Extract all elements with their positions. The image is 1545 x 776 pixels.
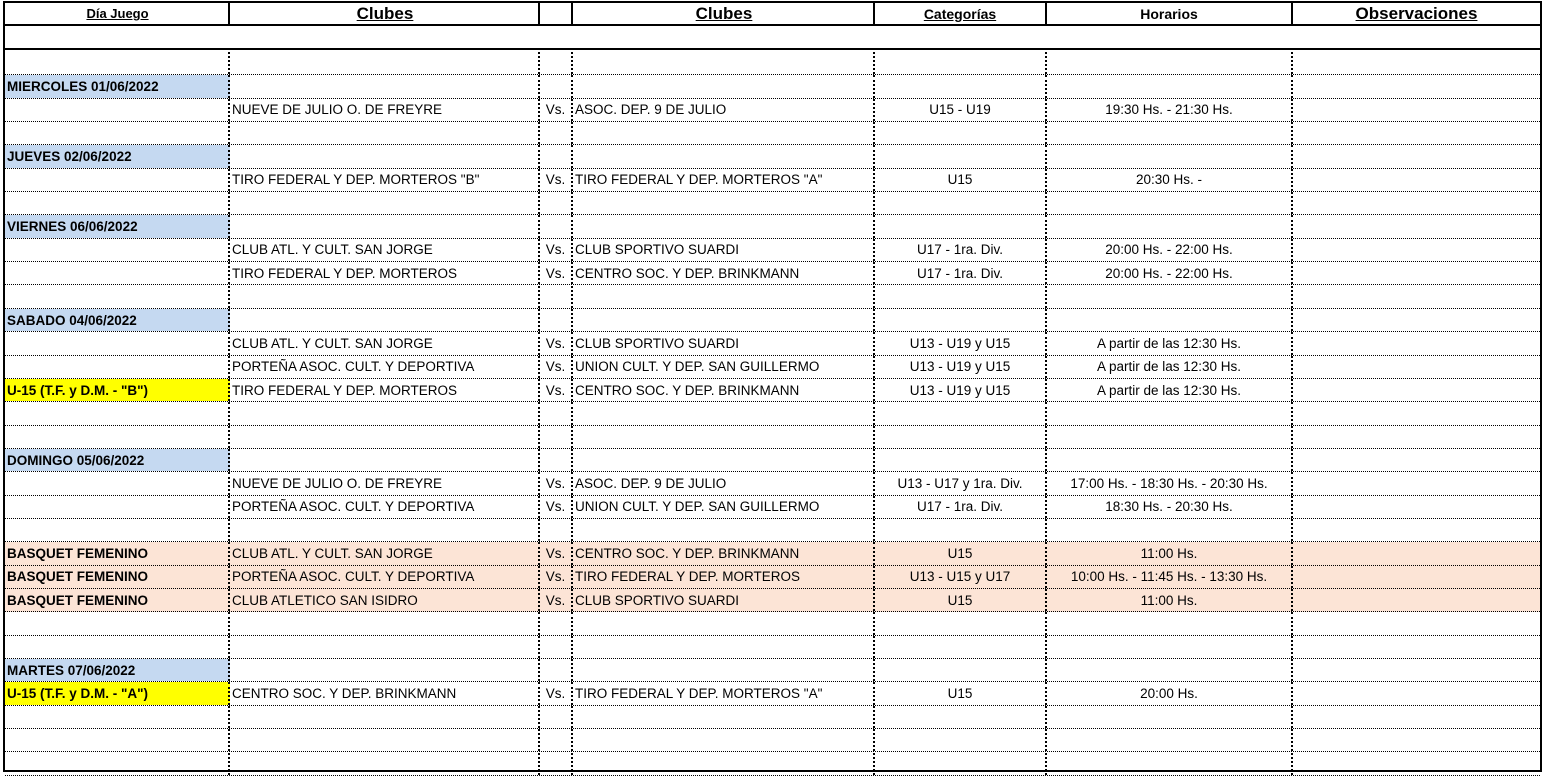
cell-vs[interactable]: Vs.: [540, 542, 573, 564]
cell-club-local[interactable]: [230, 75, 540, 97]
cell-dia-juego[interactable]: BASQUET FEMENINO: [5, 566, 230, 588]
cell-club-visitante[interactable]: [573, 449, 875, 471]
cell-categoria[interactable]: U13 - U19 y U15: [875, 379, 1047, 401]
table-row: [5, 636, 1540, 659]
cell-club-visitante[interactable]: [573, 612, 875, 634]
header-clubes-visitante[interactable]: Clubes: [573, 3, 875, 24]
cell-vs[interactable]: Vs.: [540, 356, 573, 378]
table-row: [5, 379, 1540, 402]
cell-categoria[interactable]: U15: [875, 542, 1047, 564]
cell-horario[interactable]: [1047, 286, 1293, 308]
cell-club-visitante[interactable]: ASOC. DEP. 9 DE JULIO: [573, 99, 875, 121]
table-row: [5, 286, 1540, 309]
cell-observaciones[interactable]: [1293, 239, 1540, 261]
cell-vs[interactable]: [540, 426, 573, 448]
cell-dia-juego[interactable]: U-15 (T.F. y D.M. - "A"): [5, 682, 230, 704]
cell-vs[interactable]: Vs.: [540, 332, 573, 354]
cell-horario[interactable]: 19:30 Hs. - 21:30 Hs.: [1047, 99, 1293, 121]
cell-dia-juego[interactable]: VIERNES 06/06/2022: [5, 215, 230, 237]
cell-vs[interactable]: Vs.: [540, 239, 573, 261]
table-row: [5, 356, 1540, 379]
cell-horario[interactable]: [1047, 145, 1293, 167]
cell-dia-juego[interactable]: [5, 496, 230, 518]
cell-club-local[interactable]: TIRO FEDERAL Y DEP. MORTEROS: [230, 379, 540, 401]
cell-categoria[interactable]: [875, 402, 1047, 424]
cell-categoria[interactable]: [875, 659, 1047, 681]
cell-vs[interactable]: [540, 729, 573, 751]
header-observaciones[interactable]: Observaciones: [1355, 3, 1478, 23]
cell-dia-juego[interactable]: SABADO 04/06/2022: [5, 309, 230, 331]
cell-club-visitante[interactable]: [573, 659, 875, 681]
cell-club-local[interactable]: [230, 612, 540, 634]
cell-dia-juego[interactable]: [5, 426, 230, 448]
cell-categoria[interactable]: [875, 192, 1047, 214]
cell-observaciones[interactable]: [1293, 145, 1540, 167]
cell-club-visitante[interactable]: UNION CULT. Y DEP. SAN GUILLERMO: [573, 356, 875, 378]
cell-horario[interactable]: 20:00 Hs.: [1047, 682, 1293, 704]
table-row: [5, 75, 1540, 98]
cell-vs[interactable]: [540, 52, 573, 74]
cell-categoria[interactable]: [875, 426, 1047, 448]
cell-categoria[interactable]: [875, 753, 1047, 775]
cell-horario[interactable]: [1047, 52, 1293, 74]
cell-club-visitante[interactable]: CLUB SPORTIVO SUARDI: [573, 239, 875, 261]
table-row: [5, 496, 1540, 519]
cell-dia-juego[interactable]: [5, 706, 230, 728]
cell-club-visitante[interactable]: [573, 122, 875, 144]
cell-vs[interactable]: Vs.: [540, 496, 573, 518]
cell-categoria[interactable]: [875, 636, 1047, 658]
cell-vs[interactable]: [540, 659, 573, 681]
cell-categoria[interactable]: U15: [875, 682, 1047, 704]
cell-horario[interactable]: 11:00 Hs.: [1047, 589, 1293, 611]
cell-dia-juego[interactable]: MIERCOLES 01/06/2022: [5, 75, 230, 97]
cell-vs[interactable]: Vs.: [540, 682, 573, 704]
cell-club-local[interactable]: [230, 192, 540, 214]
table-row: [5, 472, 1540, 495]
cell-club-visitante[interactable]: [573, 729, 875, 751]
cell-club-local[interactable]: NUEVE DE JULIO O. DE FREYRE: [230, 99, 540, 121]
cell-observaciones[interactable]: [1293, 52, 1540, 74]
cell-club-local[interactable]: [230, 729, 540, 751]
cell-club-local[interactable]: [230, 426, 540, 448]
table-row: [5, 215, 1540, 238]
cell-vs[interactable]: Vs.: [540, 99, 573, 121]
cell-club-local[interactable]: [230, 52, 540, 74]
cell-dia-juego[interactable]: [5, 192, 230, 214]
table-row: [5, 239, 1540, 262]
cell-club-local[interactable]: PORTEÑA ASOC. CULT. Y DEPORTIVA: [230, 356, 540, 378]
cell-categoria[interactable]: U15: [875, 589, 1047, 611]
cell-horario[interactable]: 20:00 Hs. - 22:00 Hs.: [1047, 239, 1293, 261]
cell-vs[interactable]: [540, 192, 573, 214]
cell-club-visitante[interactable]: [573, 519, 875, 541]
cell-club-visitante[interactable]: UNION CULT. Y DEP. SAN GUILLERMO: [573, 496, 875, 518]
cell-dia-juego[interactable]: [5, 612, 230, 634]
cell-club-local[interactable]: [230, 706, 540, 728]
cell-club-local[interactable]: [230, 449, 540, 471]
cell-categoria[interactable]: [875, 612, 1047, 634]
cell-horario[interactable]: [1047, 612, 1293, 634]
cell-club-local[interactable]: [230, 402, 540, 424]
cell-categoria[interactable]: U17 - 1ra. Div.: [875, 262, 1047, 284]
cell-dia-juego[interactable]: U-15 (T.F. y D.M. - "B"): [5, 379, 230, 401]
cell-horario[interactable]: 20:00 Hs. - 22:00 Hs.: [1047, 262, 1293, 284]
spacer-cell[interactable]: [5, 26, 1540, 48]
cell-observaciones[interactable]: [1293, 519, 1540, 541]
cell-club-local[interactable]: PORTEÑA ASOC. CULT. Y DEPORTIVA: [230, 496, 540, 518]
header-categorias[interactable]: Categorías: [875, 3, 1047, 24]
cell-horario[interactable]: [1047, 659, 1293, 681]
cell-dia-juego[interactable]: DOMINGO 05/06/2022: [5, 449, 230, 471]
cell-club-local[interactable]: CENTRO SOC. Y DEP. BRINKMANN: [230, 682, 540, 704]
cell-horario[interactable]: [1047, 192, 1293, 214]
cell-vs[interactable]: [540, 402, 573, 424]
cell-vs[interactable]: [540, 75, 573, 97]
cell-dia-juego[interactable]: JUEVES 02/06/2022: [5, 145, 230, 167]
cell-observaciones[interactable]: [1293, 169, 1540, 191]
table-row: [5, 682, 1540, 705]
cell-observaciones[interactable]: [1293, 589, 1540, 611]
cell-horario[interactable]: 18:30 Hs. - 20:30 Hs.: [1047, 496, 1293, 518]
cell-categoria[interactable]: [875, 145, 1047, 167]
cell-observaciones[interactable]: [1293, 542, 1540, 564]
cell-club-local[interactable]: [230, 659, 540, 681]
cell-categoria[interactable]: [875, 75, 1047, 97]
cell-horario[interactable]: [1047, 426, 1293, 448]
header-dia-juego[interactable]: Día Juego: [5, 3, 230, 24]
cell-observaciones[interactable]: [1293, 379, 1540, 401]
cell-observaciones[interactable]: [1293, 682, 1540, 704]
cell-dia-juego[interactable]: [5, 239, 230, 261]
cell-vs[interactable]: [540, 145, 573, 167]
cell-club-local[interactable]: CLUB ATL. Y CULT. SAN JORGE: [230, 542, 540, 564]
cell-vs[interactable]: Vs.: [540, 589, 573, 611]
cell-club-local[interactable]: [230, 753, 540, 775]
table-row: [5, 309, 1540, 332]
cell-categoria[interactable]: U17 - 1ra. Div.: [875, 239, 1047, 261]
cell-dia-juego[interactable]: [5, 52, 230, 74]
cell-horario[interactable]: [1047, 753, 1293, 775]
cell-club-visitante[interactable]: [573, 215, 875, 237]
cell-categoria[interactable]: [875, 215, 1047, 237]
cell-categoria[interactable]: [875, 519, 1047, 541]
cell-dia-juego[interactable]: [5, 729, 230, 751]
cell-observaciones[interactable]: [1293, 472, 1540, 494]
table-row: [5, 99, 1540, 122]
cell-vs[interactable]: Vs.: [540, 379, 573, 401]
table-row: [5, 659, 1540, 682]
cell-club-visitante[interactable]: CENTRO SOC. Y DEP. BRINKMANN: [573, 379, 875, 401]
cell-dia-juego[interactable]: BASQUET FEMENINO: [5, 542, 230, 564]
cell-club-local[interactable]: [230, 145, 540, 167]
cell-categoria[interactable]: [875, 729, 1047, 751]
cell-categoria[interactable]: U13 - U19 y U15: [875, 332, 1047, 354]
cell-horario[interactable]: A partir de las 12:30 Hs.: [1047, 332, 1293, 354]
cell-dia-juego[interactable]: [5, 402, 230, 424]
header-vs[interactable]: [540, 3, 573, 24]
cell-vs[interactable]: Vs.: [540, 169, 573, 191]
cell-horario[interactable]: [1047, 75, 1293, 97]
cell-club-local[interactable]: [230, 636, 540, 658]
table-row: [5, 542, 1540, 565]
cell-horario[interactable]: [1047, 122, 1293, 144]
table-row: [5, 332, 1540, 355]
cell-club-local[interactable]: CLUB ATL. Y CULT. SAN JORGE: [230, 239, 540, 261]
cell-vs[interactable]: [540, 449, 573, 471]
table-row: [5, 122, 1540, 145]
table-row: [5, 589, 1540, 612]
cell-categoria[interactable]: U13 - U17 y 1ra. Div.: [875, 472, 1047, 494]
cell-observaciones[interactable]: [1293, 332, 1540, 354]
cell-dia-juego[interactable]: [5, 636, 230, 658]
cell-club-local[interactable]: NUEVE DE JULIO O. DE FREYRE: [230, 472, 540, 494]
cell-club-visitante[interactable]: TIRO FEDERAL Y DEP. MORTEROS "A": [573, 169, 875, 191]
cell-categoria[interactable]: [875, 449, 1047, 471]
cell-club-visitante[interactable]: [573, 402, 875, 424]
cell-club-visitante[interactable]: CLUB SPORTIVO SUARDI: [573, 332, 875, 354]
cell-observaciones[interactable]: [1293, 449, 1540, 471]
cell-vs[interactable]: [540, 122, 573, 144]
cell-categoria[interactable]: U15: [875, 169, 1047, 191]
cell-dia-juego[interactable]: [5, 519, 230, 541]
cell-dia-juego[interactable]: [5, 122, 230, 144]
table-row: [5, 566, 1540, 589]
cell-categoria[interactable]: [875, 286, 1047, 308]
cell-vs[interactable]: [540, 286, 573, 308]
cell-club-local[interactable]: TIRO FEDERAL Y DEP. MORTEROS: [230, 262, 540, 284]
table-row: [5, 402, 1540, 425]
cell-horario[interactable]: [1047, 706, 1293, 728]
cell-dia-juego[interactable]: [5, 262, 230, 284]
cell-horario[interactable]: [1047, 215, 1293, 237]
table-row: [5, 519, 1540, 542]
fixture-sheet: [3, 1, 1542, 772]
cell-horario[interactable]: 17:00 Hs. - 18:30 Hs. - 20:30 Hs.: [1047, 472, 1293, 494]
cell-categoria[interactable]: [875, 706, 1047, 728]
cell-club-visitante[interactable]: [573, 636, 875, 658]
cell-horario[interactable]: 20:30 Hs. -: [1047, 169, 1293, 191]
cell-dia-juego[interactable]: MARTES 07/06/2022: [5, 659, 230, 681]
cell-vs[interactable]: [540, 309, 573, 331]
cell-observaciones[interactable]: [1293, 356, 1540, 378]
cell-club-visitante[interactable]: [573, 706, 875, 728]
cell-club-visitante[interactable]: [573, 309, 875, 331]
cell-horario[interactable]: [1047, 449, 1293, 471]
cell-vs[interactable]: Vs.: [540, 472, 573, 494]
cell-observaciones[interactable]: [1293, 706, 1540, 728]
cell-observaciones[interactable]: [1293, 286, 1540, 308]
cell-observaciones[interactable]: [1293, 99, 1540, 121]
cell-categoria[interactable]: [875, 52, 1047, 74]
cell-horario[interactable]: A partir de las 12:30 Hs.: [1047, 379, 1293, 401]
table-row: [5, 706, 1540, 729]
cell-horario[interactable]: 11:00 Hs.: [1047, 542, 1293, 564]
table-row: [5, 753, 1540, 776]
cell-club-visitante[interactable]: TIRO FEDERAL Y DEP. MORTEROS: [573, 566, 875, 588]
cell-club-visitante[interactable]: TIRO FEDERAL Y DEP. MORTEROS "A": [573, 682, 875, 704]
cell-club-visitante[interactable]: [573, 75, 875, 97]
cell-dia-juego[interactable]: [5, 472, 230, 494]
cell-horario[interactable]: [1047, 729, 1293, 751]
cell-categoria[interactable]: [875, 122, 1047, 144]
cell-categoria[interactable]: [875, 309, 1047, 331]
cell-horario[interactable]: [1047, 636, 1293, 658]
cell-categoria[interactable]: U17 - 1ra. Div.: [875, 496, 1047, 518]
table-row: [5, 145, 1540, 168]
cell-club-local[interactable]: [230, 215, 540, 237]
cell-dia-juego[interactable]: [5, 99, 230, 121]
cell-vs[interactable]: [540, 612, 573, 634]
cell-horario[interactable]: [1047, 519, 1293, 541]
header-horarios[interactable]: Horarios: [1047, 3, 1293, 24]
cell-horario[interactable]: [1047, 309, 1293, 331]
cell-club-local[interactable]: [230, 122, 540, 144]
spacer-row: [5, 26, 1540, 50]
cell-club-visitante[interactable]: [573, 52, 875, 74]
cell-observaciones[interactable]: [1293, 309, 1540, 331]
table-row: [5, 262, 1540, 285]
cell-dia-juego[interactable]: [5, 356, 230, 378]
table-row: [5, 612, 1540, 635]
cell-club-local[interactable]: PORTEÑA ASOC. CULT. Y DEPORTIVA: [230, 566, 540, 588]
cell-club-visitante[interactable]: CLUB SPORTIVO SUARDI: [573, 589, 875, 611]
cell-club-visitante[interactable]: [573, 753, 875, 775]
cell-observaciones[interactable]: [1293, 192, 1540, 214]
cell-horario[interactable]: 10:00 Hs. - 11:45 Hs. - 13:30 Hs.: [1047, 566, 1293, 588]
cell-club-local[interactable]: [230, 519, 540, 541]
cell-club-local[interactable]: CLUB ATL. Y CULT. SAN JORGE: [230, 332, 540, 354]
cell-vs[interactable]: Vs.: [540, 566, 573, 588]
cell-vs[interactable]: [540, 706, 573, 728]
cell-horario[interactable]: [1047, 402, 1293, 424]
table-row: [5, 449, 1540, 472]
table-row: [5, 729, 1540, 752]
cell-observaciones[interactable]: [1293, 215, 1540, 237]
cell-vs[interactable]: [540, 636, 573, 658]
cell-club-local[interactable]: [230, 309, 540, 331]
cell-horario[interactable]: A partir de las 12:30 Hs.: [1047, 356, 1293, 378]
cell-vs[interactable]: Vs.: [540, 262, 573, 284]
cell-observaciones[interactable]: [1293, 262, 1540, 284]
cell-dia-juego[interactable]: [5, 286, 230, 308]
table-row: [5, 169, 1540, 192]
table-row: [5, 426, 1540, 449]
cell-categoria[interactable]: U13 - U15 y U17: [875, 566, 1047, 588]
cell-club-local[interactable]: TIRO FEDERAL Y DEP. MORTEROS "B": [230, 169, 540, 191]
cell-club-visitante[interactable]: [573, 145, 875, 167]
cell-observaciones[interactable]: [1293, 729, 1540, 751]
cell-club-visitante[interactable]: [573, 286, 875, 308]
header-clubes-local[interactable]: Clubes: [230, 3, 540, 24]
cell-club-visitante[interactable]: [573, 192, 875, 214]
cell-club-visitante[interactable]: [573, 426, 875, 448]
cell-vs[interactable]: [540, 519, 573, 541]
cell-dia-juego[interactable]: [5, 169, 230, 191]
cell-observaciones[interactable]: [1293, 566, 1540, 588]
cell-dia-juego[interactable]: [5, 332, 230, 354]
cell-dia-juego[interactable]: [5, 753, 230, 775]
cell-club-visitante[interactable]: ASOC. DEP. 9 DE JULIO: [573, 472, 875, 494]
cell-categoria[interactable]: U15 - U19: [875, 99, 1047, 121]
cell-club-visitante[interactable]: CENTRO SOC. Y DEP. BRINKMANN: [573, 542, 875, 564]
header-row: [5, 3, 1540, 26]
cell-club-visitante[interactable]: CENTRO SOC. Y DEP. BRINKMANN: [573, 262, 875, 284]
cell-observaciones[interactable]: [1293, 402, 1540, 424]
cell-vs[interactable]: [540, 215, 573, 237]
cell-observaciones[interactable]: [1293, 75, 1540, 97]
cell-observaciones[interactable]: [1293, 659, 1540, 681]
cell-observaciones[interactable]: [1293, 753, 1540, 775]
cell-vs[interactable]: [540, 753, 573, 775]
cell-club-local[interactable]: [230, 286, 540, 308]
cell-categoria[interactable]: U13 - U19 y U15: [875, 356, 1047, 378]
cell-club-local[interactable]: CLUB ATLETICO SAN ISIDRO: [230, 589, 540, 611]
table-row: [5, 52, 1540, 75]
cell-observaciones[interactable]: [1293, 636, 1540, 658]
cell-observaciones[interactable]: [1293, 426, 1540, 448]
cell-observaciones[interactable]: [1293, 122, 1540, 144]
cell-observaciones[interactable]: [1293, 612, 1540, 634]
cell-observaciones[interactable]: [1293, 496, 1540, 518]
cell-dia-juego[interactable]: BASQUET FEMENINO: [5, 589, 230, 611]
table-row: [5, 192, 1540, 215]
